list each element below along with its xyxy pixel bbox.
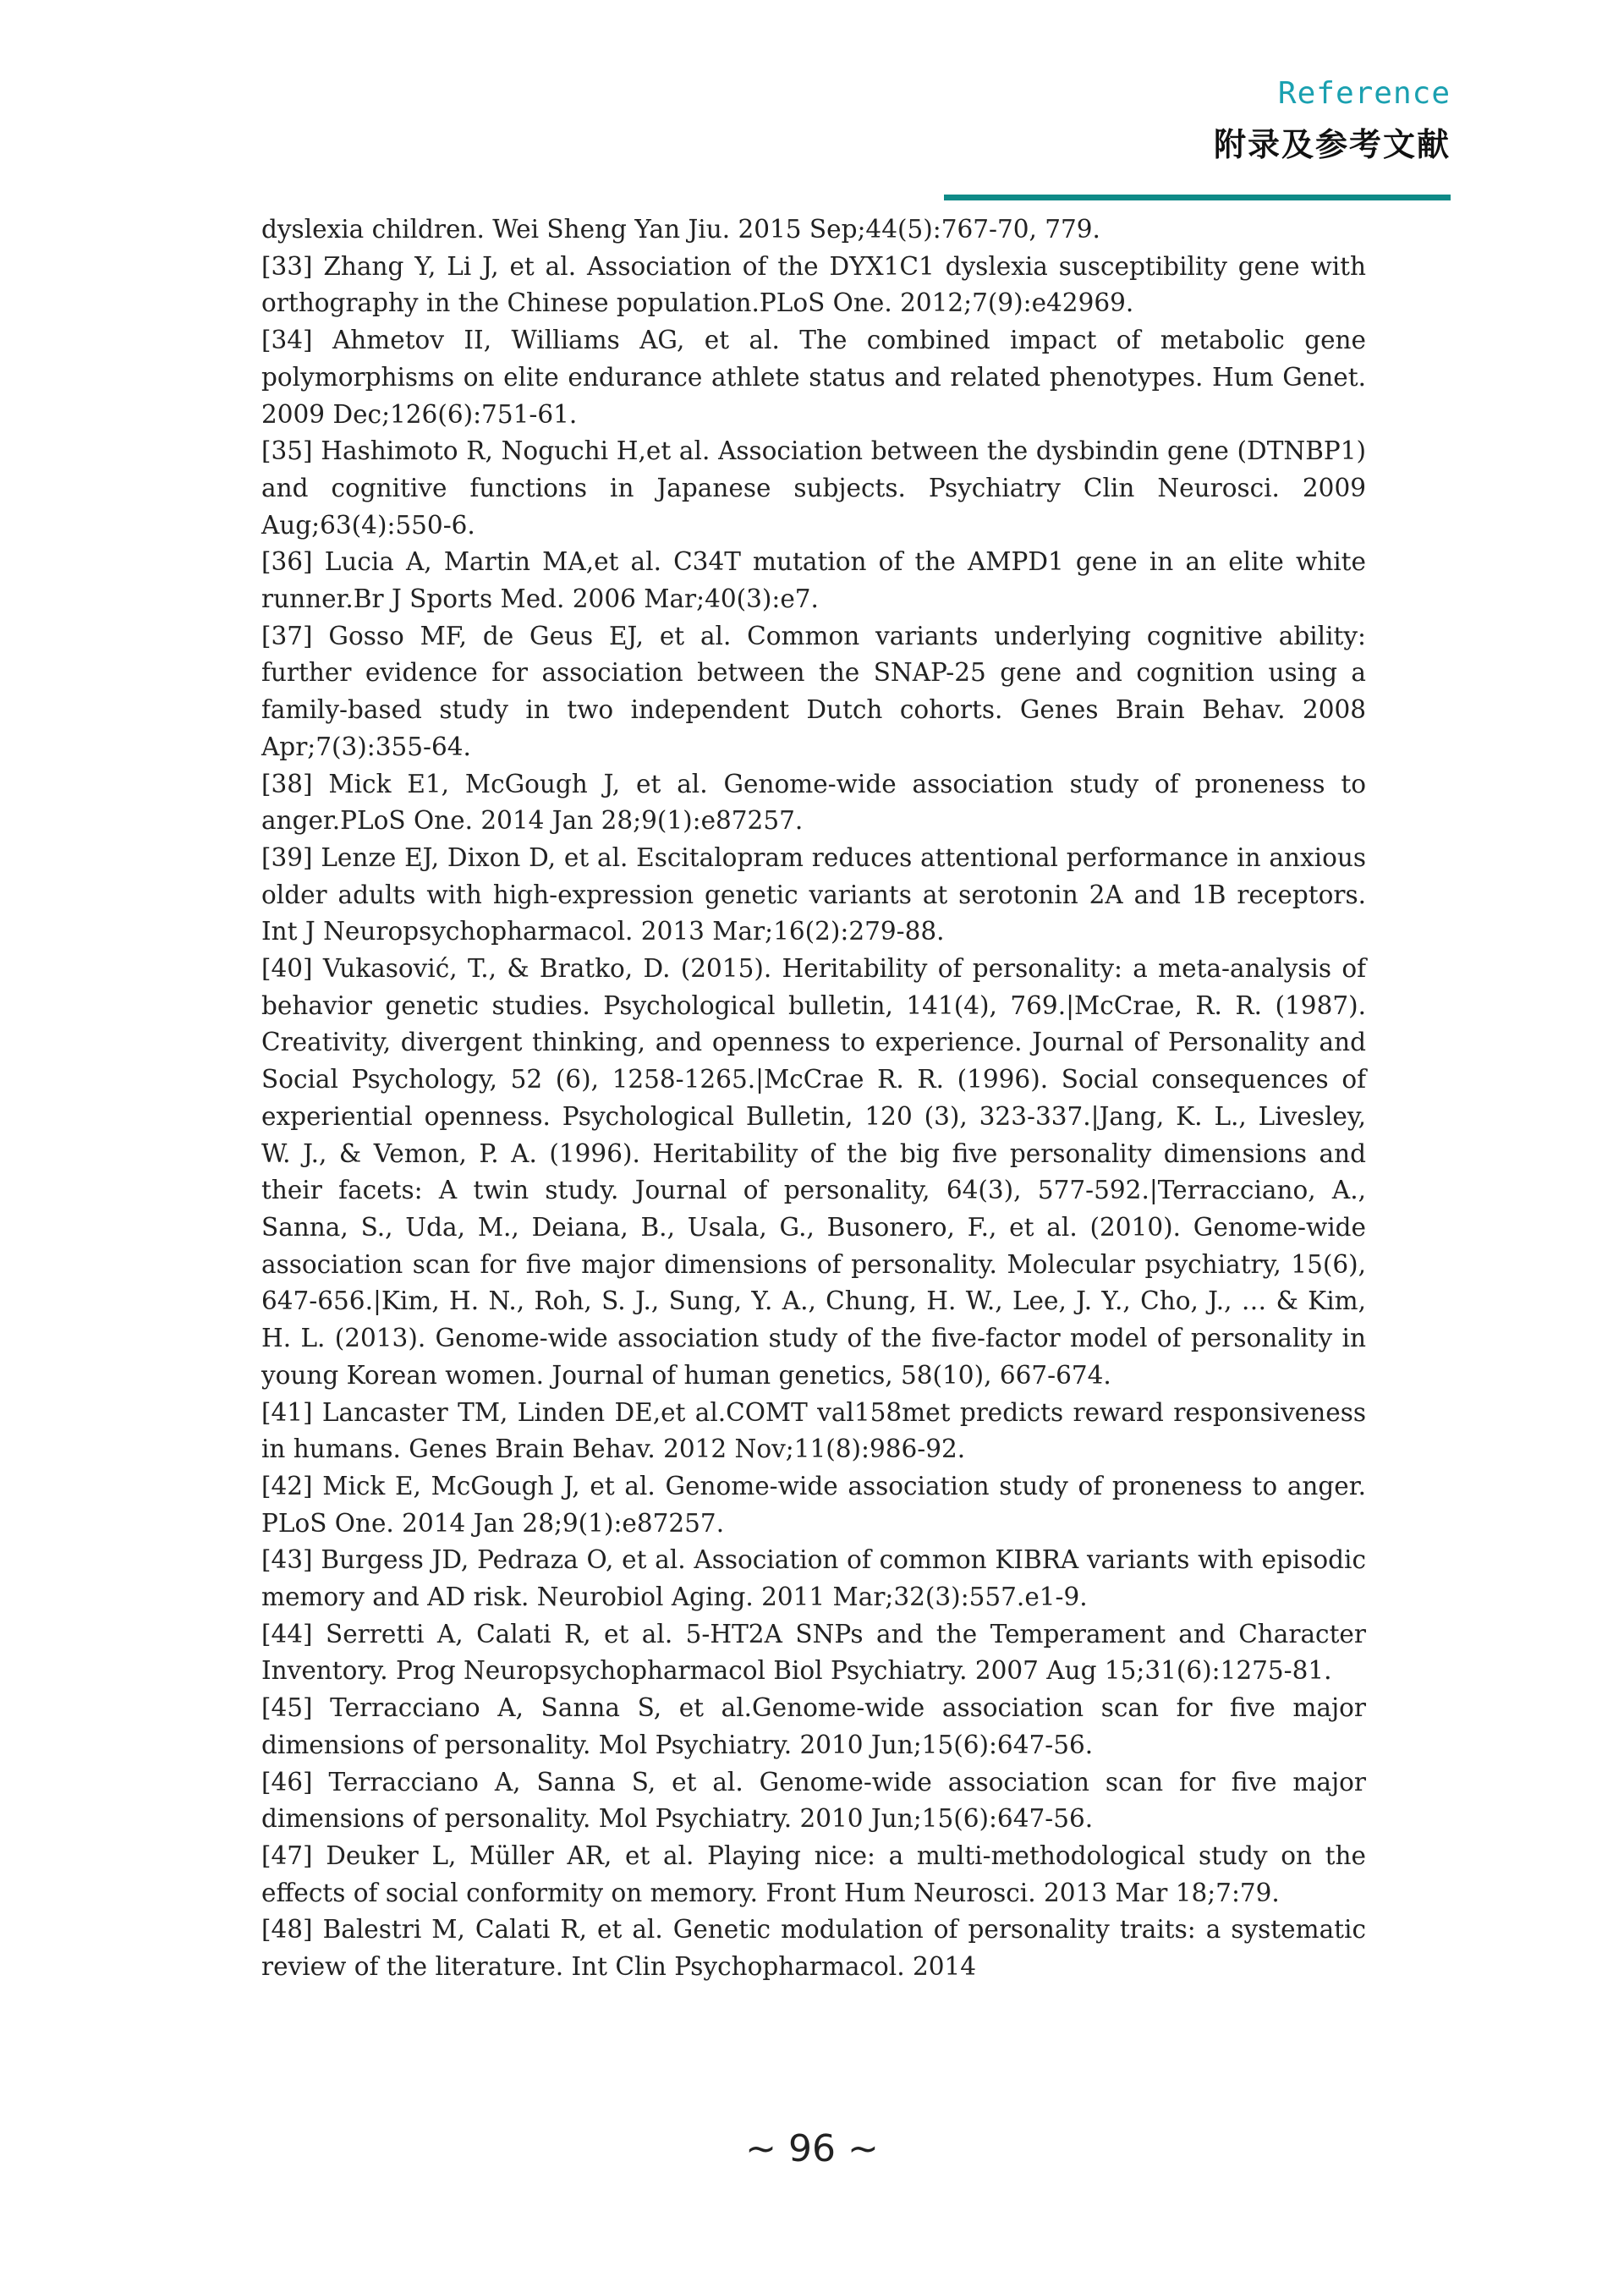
reference-entry: dyslexia children. Wei Sheng Yan Jiu. 2015 Sep;44(5):767-70, 779. — [261, 215, 1100, 244]
reference-entry: [33] Zhang Y, Li J, et al. Association of the DYX1C1 dyslexia susceptibility gene with orthography in the Chinese population.PLoS One. 2012;7(9):e42969. — [261, 251, 1366, 318]
reference-list — [261, 211, 1366, 1986]
reference-entry: [38] Mick E1, McGough J, et al. Genome-wide association study of proneness to anger.PLoS One. 2014 Jan 28;9(1):e87257. — [261, 769, 1366, 836]
reference-entry: [47] Deuker L, Müller AR, et al. Playing nice: a multi-methodological study on the effects of social conformity on memory. Front Hum Neurosci. 2013 Mar 18;7:79. — [261, 1840, 1366, 1907]
header-divider — [944, 195, 1451, 200]
reference-entry: [43] Burgess JD, Pedraza O, et al. Association of common KIBRA variants with episodic memory and AD risk. Neurobiol Aging. 2011 Mar;32(3):557.e1-9. — [261, 1545, 1366, 1612]
reference-entry: [46] Terracciano A, Sanna S, et al. Genome-wide association scan for five major dimensions of personality. Mol Psychiatry. 2010 Jun;15(6):647-56. — [261, 1767, 1366, 1834]
page-number: ~ 96 ~ — [745, 2127, 879, 2170]
reference-entry: [48] Balestri M, Calati R, et al. Genetic modulation of personality traits: a systematic review of the literature. Int Clin Psychopharmacol. 2014 — [261, 1915, 1366, 1982]
page-header-english: Reference — [1277, 76, 1451, 111]
reference-entry: [40] Vukasović, T., & Bratko, D. (2015). Heritability of personality: a meta-analysis of behavior genetic studies. Psychological bulletin, 141(4), 769.|McCrae, R. R. (1987). Creativity, divergent thinking, and openness to experience. Journal of Personality and Social Psychology, 52 (6), 1258-1265.|McCrae R. R. (1996). Social consequences of experiential openness. Psychological Bulletin, 120 (3), 323-337.|Jang, K. L., Livesley, W. J., & Vemon, P. A. (1996). Heritability of the big five personality dimensions and their facets: A twin study. Journal of personality, 64(3), 577-592.|Terracciano, A., Sanna, S., Uda, M., Deiana, B., Usala, G., Busonero, F., et al. (2010). Genome-wide association scan for five major dimensions of personality. Molecular psychiatry, 15(6), 647-656.|Kim, H. N., Roh, S. J., Sung, Y. A., Chung, H. W., Lee, J. Y., Cho, J., … & Kim, H. L. (2013). Genome-wide association study of the five-factor model of personality in young Korean women. Journal of human genetics, 58(10), 667-674. — [261, 954, 1366, 1390]
page-header-chinese: 附录及参考文献 — [1213, 126, 1451, 163]
reference-entry: [42] Mick E, McGough J, et al. Genome-wide association study of proneness to anger. PLoS One. 2014 Jan 28;9(1):e87257. — [261, 1471, 1366, 1538]
reference-entry: [44] Serretti A, Calati R, et al. 5-HT2A SNPs and the Temperament and Character Inventory. Prog Neuropsychopharmacol Biol Psychiatry. 2007 Aug 15;31(6):1275-81. — [261, 1619, 1366, 1686]
reference-entry: [41] Lancaster TM, Linden DE,et al.COMT val158met predicts reward responsiveness in humans. Genes Brain Behav. 2012 Nov;11(8):986-92. — [261, 1397, 1366, 1464]
reference-entry: [37] Gosso MF, de Geus EJ, et al. Common variants underlying cognitive ability: further evidence for association between the SNAP-25 gene and cognition using a family-based study in two independent Dutch cohorts. Genes Brain Behav. 2008 Apr;7(3):355-64. — [261, 621, 1366, 761]
reference-entry: [34] Ahmetov II, Williams AG, et al. The combined impact of metabolic gene polymorphisms on elite endurance athlete status and related phenotypes. Hum Genet. 2009 Dec;126(6):751-61. — [261, 326, 1366, 429]
reference-entry: [35] Hashimoto R, Noguchi H,et al. Association between the dysbindin gene (DTNBP1) and cognitive functions in Japanese subjects. Psychiatry Clin Neurosci. 2009 Aug;63(4):550-6. — [261, 436, 1366, 540]
reference-entry: [36] Lucia A, Martin MA,et al. C34T mutation of the AMPD1 gene in an elite white runner.Br J Sports Med. 2006 Mar;40(3):e7. — [261, 547, 1366, 614]
reference-entry: [45] Terracciano A, Sanna S, et al.Genome-wide association scan for five major dimensions of personality. Mol Psychiatry. 2010 Jun;15(6):647-56. — [261, 1693, 1366, 1759]
reference-entry: [39] Lenze EJ, Dixon D, et al. Escitalopram reduces attentional performance in anxious older adults with high-expression genetic variants at serotonin 2A and 1B receptors. Int J Neuropsychopharmacol. 2013 Mar;16(2):279-88. — [261, 842, 1366, 946]
